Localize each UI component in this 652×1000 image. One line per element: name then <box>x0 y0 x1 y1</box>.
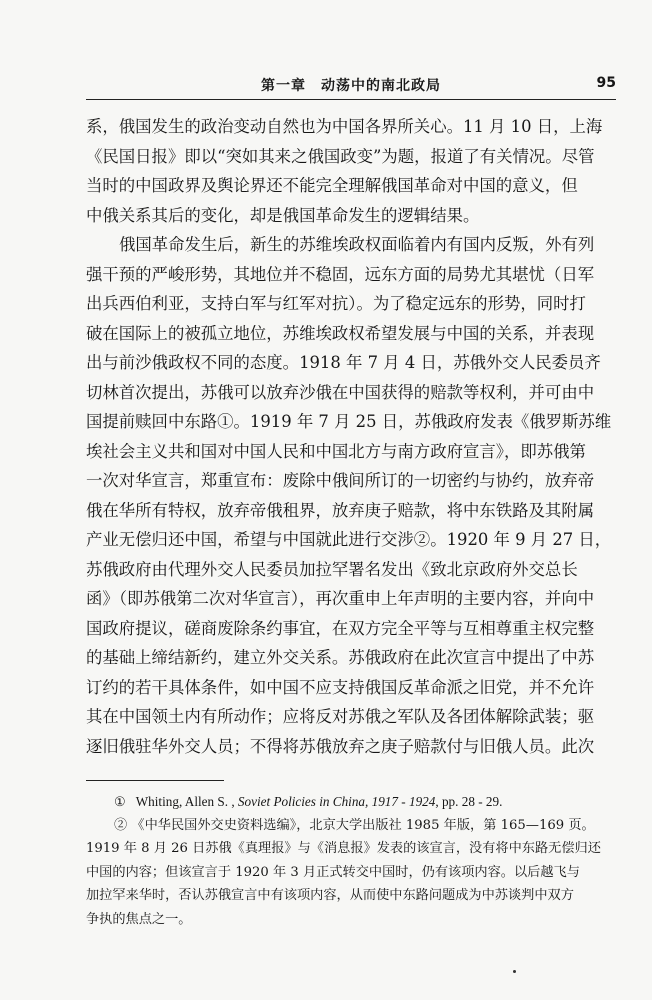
footnote-2-line: 加拉罕来华时，否认苏俄宣言中有该项内容，从而使中东路问题成为中苏谈判中双方 <box>86 888 574 903</box>
footnote-2-line: ② 《中华民国外交史资料选编》，北京大学出版社 1985 年版，第 165—169 页。 <box>114 817 595 833</box>
footnote-marker: ① <box>114 794 126 809</box>
text-line: 其在中国领土内有所动作；应将反对苏俄之军队及各团体解除武装；驱 <box>86 707 595 726</box>
body-text <box>86 112 616 761</box>
footnote-2-line: 中国的内容；但该宣言于 1920 年 3 月正式转交中国时，仍有该项内容。以后越飞与 <box>86 864 580 880</box>
footnote-2-line: 争执的焦点之一。 <box>86 911 192 927</box>
text-line: 一次对华宣言，郑重宣布：废除中俄间所订的一切密约与协约，放弃帝 <box>86 471 595 490</box>
paragraph <box>86 112 616 230</box>
text-line: 强干预的严峻形势，其地位并不稳固，远东方面的局势尤其堪忧（日军 <box>86 264 595 284</box>
page-number: 95 <box>596 75 616 91</box>
text-line: 出与前沙俄政权不同的态度。1918 年 7 月 4 日，苏俄外交人民委员齐 <box>86 353 601 372</box>
footnote-1 <box>86 790 616 814</box>
text-line: 出兵西伯利亚，支持白军与红军对抗）。为了稳定远东的形势，同时打 <box>86 294 586 313</box>
text-line: 苏俄政府由代理外交人民委员加拉罕署名发出《致北京政府外交总长 <box>86 559 578 579</box>
text-line: 订约的若干具体条件，如中国不应支持俄国反革命派之旧党，并不允许 <box>86 677 595 697</box>
text-line: 国提前赎回中东路①。1919 年 7 月 25 日，苏俄政府发表《俄罗斯苏维 <box>86 412 612 431</box>
text-line: 俄国革命发生后，新生的苏维埃政权面临着内有国内反叛，外有列 <box>119 235 595 254</box>
footnote-pages: , pp. 28 - 29. <box>435 794 503 809</box>
footnote-2-line: 1919 年 8 月 26 日苏俄《真理报》与《消息报》发表的该宣言，没有将中东路无偿归还 <box>86 841 601 856</box>
text-line: 函》（即苏俄第二次对华宣言），再次重申上年声明的主要内容，并向中 <box>86 589 595 608</box>
text-line: 破在国际上的被孤立地位，苏维埃政权希望发展与中国的关系，并表现 <box>86 323 595 343</box>
text-line: 产业无偿归还中国，希望与中国就此进行交涉②。1920 年 9 月 27 日， <box>86 530 612 549</box>
text-line: 的基础上缔结新约，建立外交关系。苏俄政府在此次宣言中提出了中苏 <box>86 648 595 667</box>
text-line: 埃社会主义共和国对中国人民和中国北方与南方政府宣言》，即苏俄第 <box>86 441 586 461</box>
chapter-title: 第一章 动荡中的南北政局 <box>261 78 441 94</box>
scan-speck <box>513 970 516 973</box>
text-line: 《民国日报》即以“突如其来之俄国政变”为题，报道了有关情况。尽管 <box>86 146 595 166</box>
text-line: 国政府提议，磋商废除条约事宜，在双方完全平等与互相尊重主权完整 <box>86 618 595 638</box>
footnotes <box>86 790 616 931</box>
header-rule <box>86 99 616 100</box>
footnote-book-title: Soviet Policies in China <box>237 794 366 809</box>
running-header <box>86 73 616 97</box>
text-line: 中俄关系其后的变化，却是俄国革命发生的逻辑结果。 <box>86 205 480 225</box>
text-line: 逐旧俄驻华外交人员；不得将苏俄放弃之庚子赔款付与旧俄人员。此次 <box>86 736 595 756</box>
text-line: 切林首次提出，苏俄可以放弃沙俄在中国获得的赔款等权利，并可由中 <box>86 382 595 402</box>
footnote-separator <box>86 780 224 781</box>
footnote-years: , 1917 - 1924 <box>365 794 436 809</box>
footnote-author: Whiting, Allen S. , <box>135 794 235 809</box>
text-line: 当时的中国政界及舆论界还不能完全理解俄国革命对中国的意义，但 <box>86 176 578 195</box>
paragraph <box>86 230 616 761</box>
text-line: 俄在华所有特权，放弃帝俄租界，放弃庚子赔款，将中东铁路及其附属 <box>86 500 595 520</box>
text-line: 系，俄国发生的政治变动自然也为中国各界所关心。11 月 10 日，上海 <box>86 117 603 136</box>
